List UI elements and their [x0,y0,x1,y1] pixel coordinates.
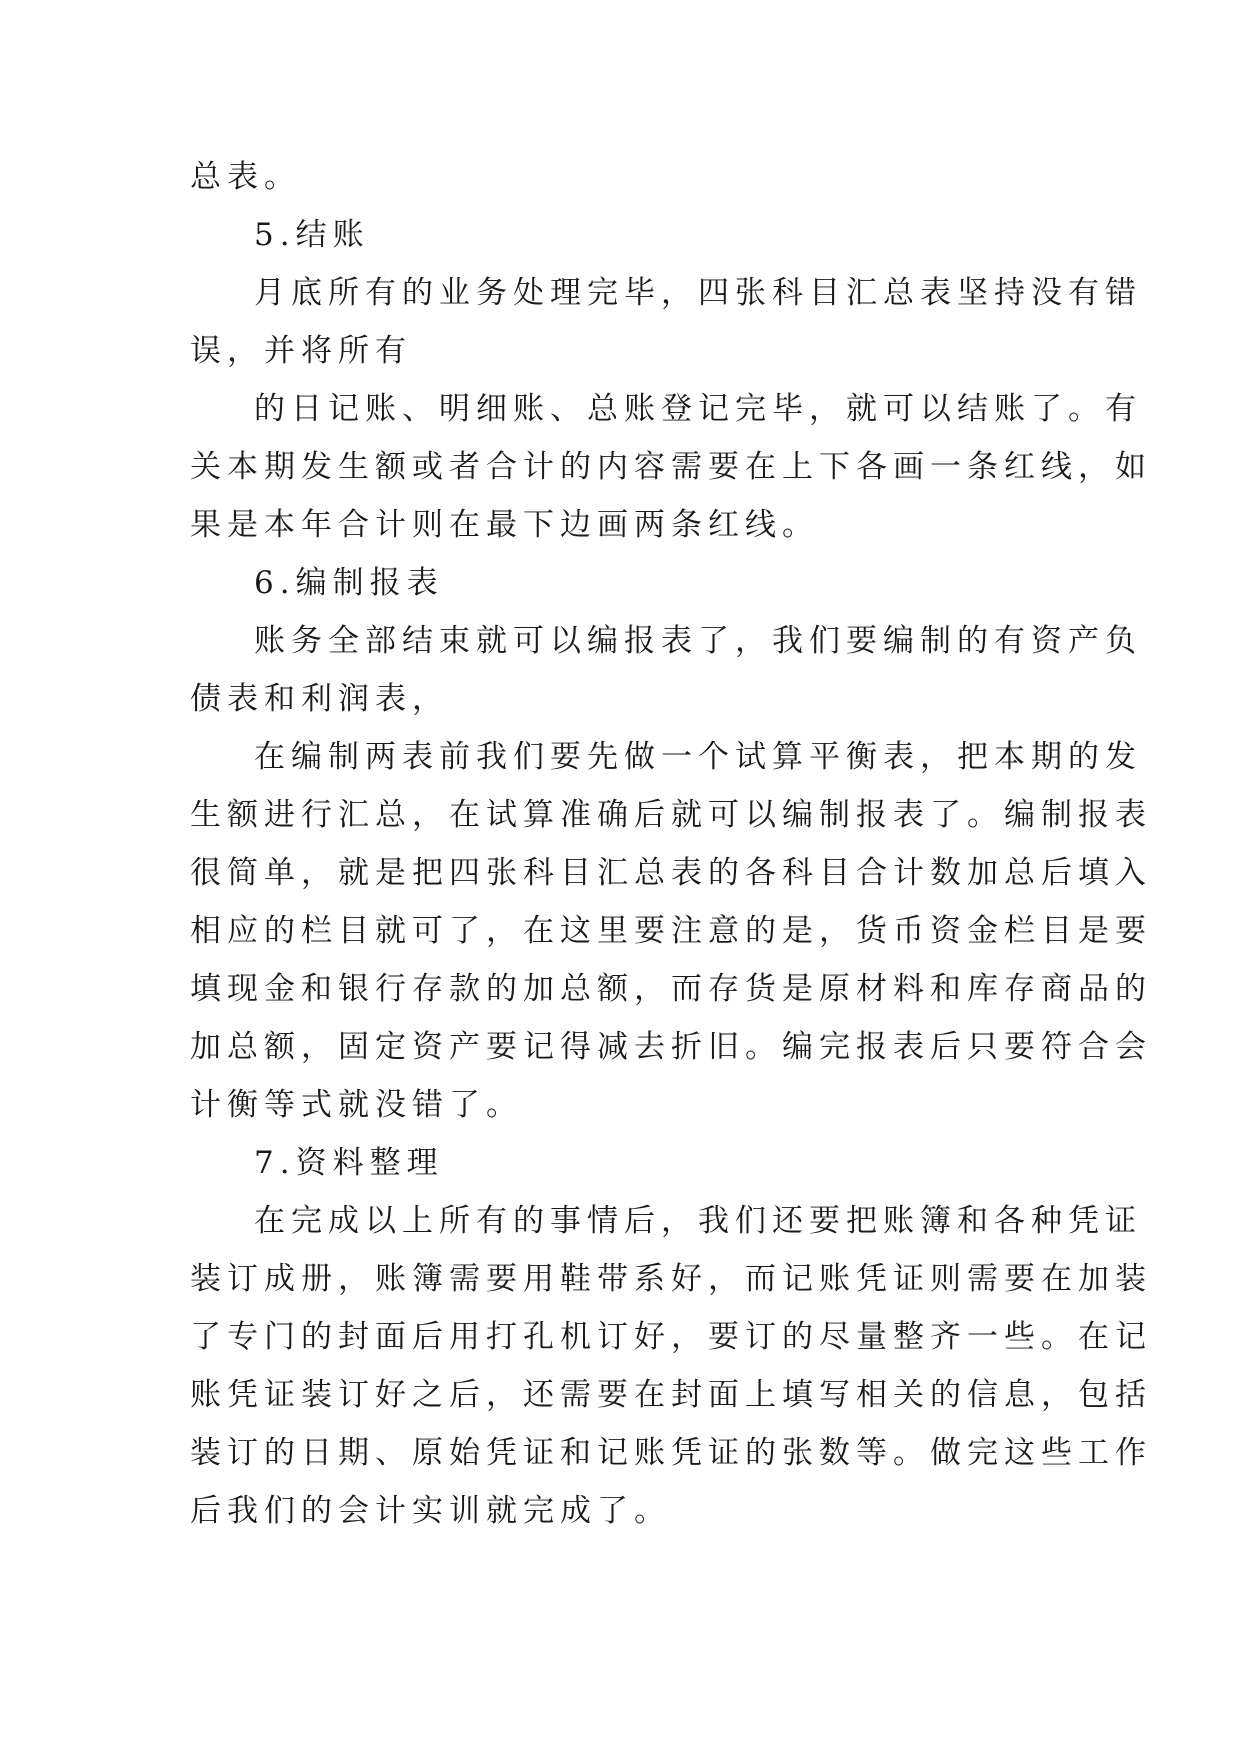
text-line: 在编制两表前我们要先做一个试算平衡表，把本期的发 [254,739,1142,775]
text-line: 填现金和银行存款的加总额，而存货是原材料和库存商品的 [190,971,1152,1007]
paragraph-trial-balance [190,728,1152,1134]
text-line: 了专门的封面后用打孔机订好，要订的尽量整齐一些。在记 [190,1319,1152,1355]
text-line: 很简单，就是把四张科目汇总表的各科目合计数加总后填入 [190,855,1152,891]
text-line: 关本期发生额或者合计的内容需要在上下各画一条红线，如 [190,449,1152,485]
text-line: 装订成册，账簿需要用鞋带系好，而记账凭证则需要在加装 [190,1261,1152,1297]
paragraph-binding [190,1192,1152,1540]
section-heading: 5.结账 [254,217,370,253]
section-heading: 7.资料整理 [254,1145,444,1181]
section-heading-closing-accounts [190,206,1070,264]
paragraph-month-end [190,264,1142,380]
text-line: 加总额，固定资产要记得减去折旧。编完报表后只要符合会 [190,1029,1152,1065]
document-body [190,148,1152,1540]
text-line: 在完成以上所有的事情后，我们还要把账簿和各种凭证 [254,1203,1142,1239]
text-line: 债表和利润表， [190,681,449,717]
paragraph-ledger-closing [190,380,1152,554]
text-line: 账凭证装订好之后，还需要在封面上填写相关的信息，包括 [190,1377,1152,1413]
text-line: 计衡等式就没错了。 [190,1087,523,1123]
text-line: 相应的栏目就可了，在这里要注意的是，货币资金栏目是要 [190,913,1152,949]
text-line: 的日记账、明细账、总账登记完毕，就可以结账了。有 [254,391,1142,427]
text-line: 账务全部结束就可以编报表了，我们要编制的有资产负 [254,623,1142,659]
text-line: 果是本年合计则在最下边画两条红线。 [190,507,819,543]
text-line: 误，并将所有 [190,333,412,369]
section-heading: 6.编制报表 [254,565,444,601]
paragraph-total-table [190,148,1070,206]
text-line: 总表。 [190,159,301,195]
text-line: 月底所有的业务处理完毕，四张科目汇总表坚持没有错 [254,275,1142,311]
text-line: 装订的日期、原始凭证和记账凭证的张数等。做完这些工作 [190,1435,1152,1471]
text-line: 后我们的会计实训就完成了。 [190,1493,671,1529]
section-heading-prepare-statements [190,554,1070,612]
paragraph-statements-intro [190,612,1142,728]
text-line: 生额进行汇总，在试算准确后就可以编制报表了。编制报表 [190,797,1152,833]
section-heading-data-organization [190,1134,1070,1192]
